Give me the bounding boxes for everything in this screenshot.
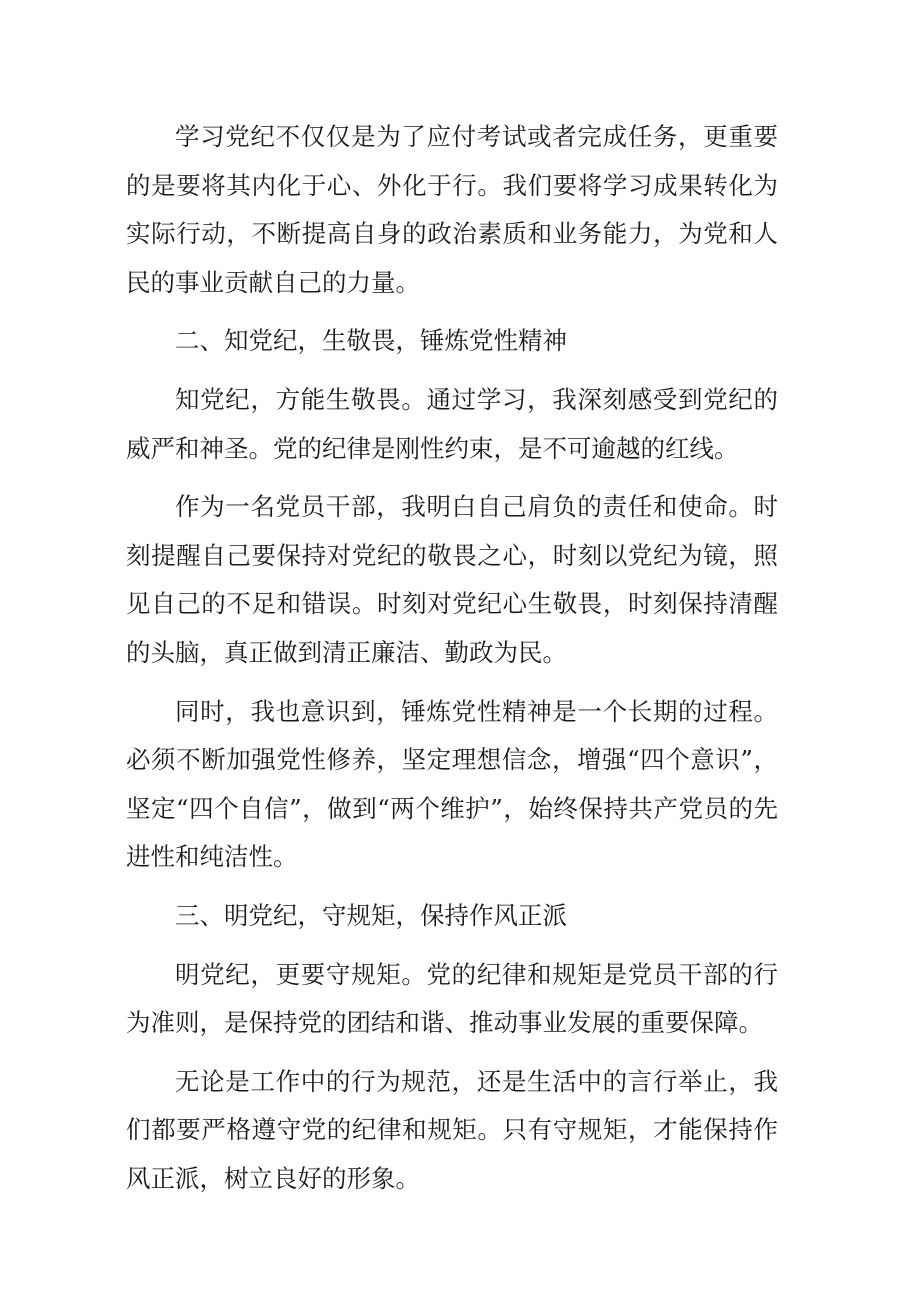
paragraph-conduct: 无论是工作中的行为规范，还是生活中的言行举止，我们都要严格遵守党的纪律和规矩。只有守规矩，才能保持作风正派，树立良好的形象。 — [126, 1066, 778, 1193]
section-heading-three: 三、明党纪，守规矩，保持作风正派 — [175, 900, 567, 930]
paragraph-party-spirit: 同时，我也意识到，锤炼党性精神是一个长期的过程。必须不断加强党性修养，坚定理想信念，增强“四个意识”，坚定“四个自信”，做到“两个维护”，始终保持共产党员的先进性和纯洁性。 — [126, 696, 778, 872]
document-body — [126, 113, 778, 1213]
paragraph-party-cadre: 作为一名党员干部，我明白自己肩负的责任和使命。时刻提醒自己要保持对党纪的敬畏之心，时刻以党纪为镜，照见自己的不足和错误。时刻对党纪心生敬畏，时刻保持清醒的头脑，真正做到清正廉洁、勤政为民。 — [126, 492, 778, 667]
paragraph-know-discipline: 知党纪，方能生敬畏。通过学习，我深刻感受到党纪的威严和神圣。党的纪律是刚性约束，是不可逾越的红线。 — [126, 384, 778, 463]
section-heading-two: 二、知党纪，生敬畏，锤炼党性精神 — [175, 326, 567, 356]
paragraph-study-discipline: 学习党纪不仅仅是为了应付考试或者完成任务，更重要的是要将其内化于心、外化于行。我们要将学习成果转化为实际行动，不断提高自身的政治素质和业务能力，为党和人民的事业贡献自己的力量。 — [126, 122, 778, 297]
paragraph-follow-rules: 明党纪，更要守规矩。党的纪律和规矩是党员干部的行为准则，是保持党的团结和谐、推动事业发展的重要保障。 — [126, 959, 778, 1038]
